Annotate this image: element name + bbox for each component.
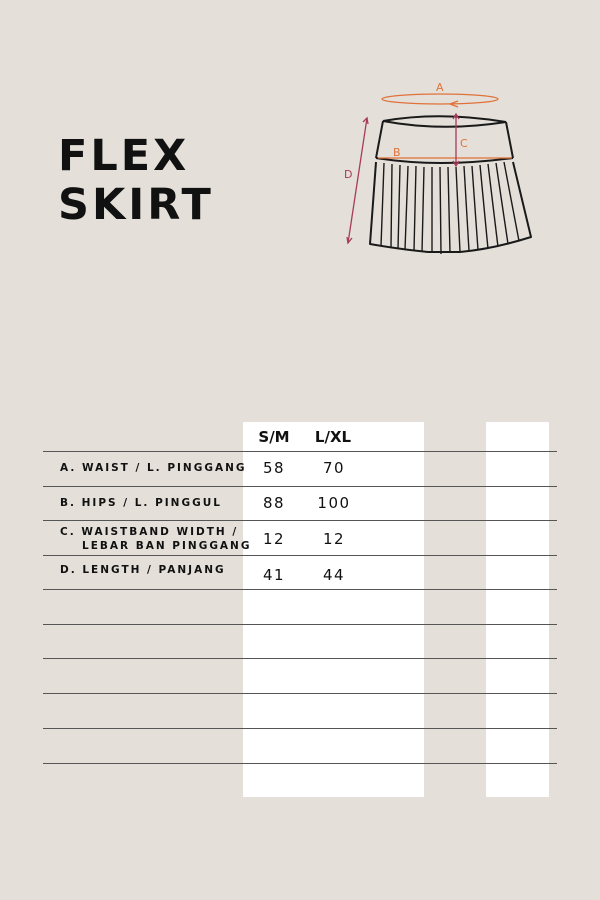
row-divider (43, 693, 557, 694)
row-label-waistband-line2: LEBAR BAN PINGGANG (82, 540, 252, 552)
row-divider (43, 624, 557, 625)
cell-length-lxl: 44 (322, 566, 346, 584)
label-b: B (393, 146, 401, 159)
product-title (58, 132, 214, 230)
row-label-length: D. LENGTH / PANJANG (60, 564, 226, 576)
cell-hips-lxl: 100 (317, 494, 351, 512)
label-d: D (344, 168, 353, 181)
row-label-waistband-line1: C. WAISTBAND WIDTH / (60, 526, 239, 538)
label-a: A (436, 81, 444, 94)
cell-waistband-sm: 12 (262, 530, 286, 548)
cell-waist-lxl: 70 (322, 459, 346, 477)
row-divider (43, 555, 557, 556)
hip-measure-b (378, 146, 512, 159)
row-label-waist: A. WAIST / L. PINGGANG (60, 462, 247, 474)
size-column-lxl-bg (305, 422, 361, 797)
column-header-lxl: L/XL (314, 428, 352, 446)
title-line-1: FLEX (58, 131, 190, 181)
cell-waistband-lxl: 12 (322, 530, 346, 548)
column-header-sm: S/M (258, 428, 290, 446)
title-line-2: SKIRT (58, 180, 214, 230)
row-divider (43, 589, 557, 590)
row-divider (43, 486, 557, 487)
row-divider (43, 658, 557, 659)
cell-length-sm: 41 (262, 566, 286, 584)
cell-hips-sm: 88 (262, 494, 286, 512)
size-column-sm-bg (243, 422, 305, 797)
label-c: C (460, 137, 468, 150)
cell-waist-sm: 58 (262, 459, 286, 477)
size-column-3-bg (361, 422, 424, 797)
row-divider (43, 520, 557, 521)
size-column-4-bg (486, 422, 549, 797)
length-measure-d (344, 118, 368, 243)
waist-measure-a (382, 81, 498, 107)
row-divider (43, 728, 557, 729)
skirt-measurement-diagram (338, 76, 538, 262)
skirt-pleats (381, 162, 519, 254)
row-divider (43, 763, 557, 764)
row-label-waistband (60, 525, 251, 553)
row-divider (43, 451, 557, 452)
row-label-hips: B. HIPS / L. PINGGUL (60, 497, 222, 509)
